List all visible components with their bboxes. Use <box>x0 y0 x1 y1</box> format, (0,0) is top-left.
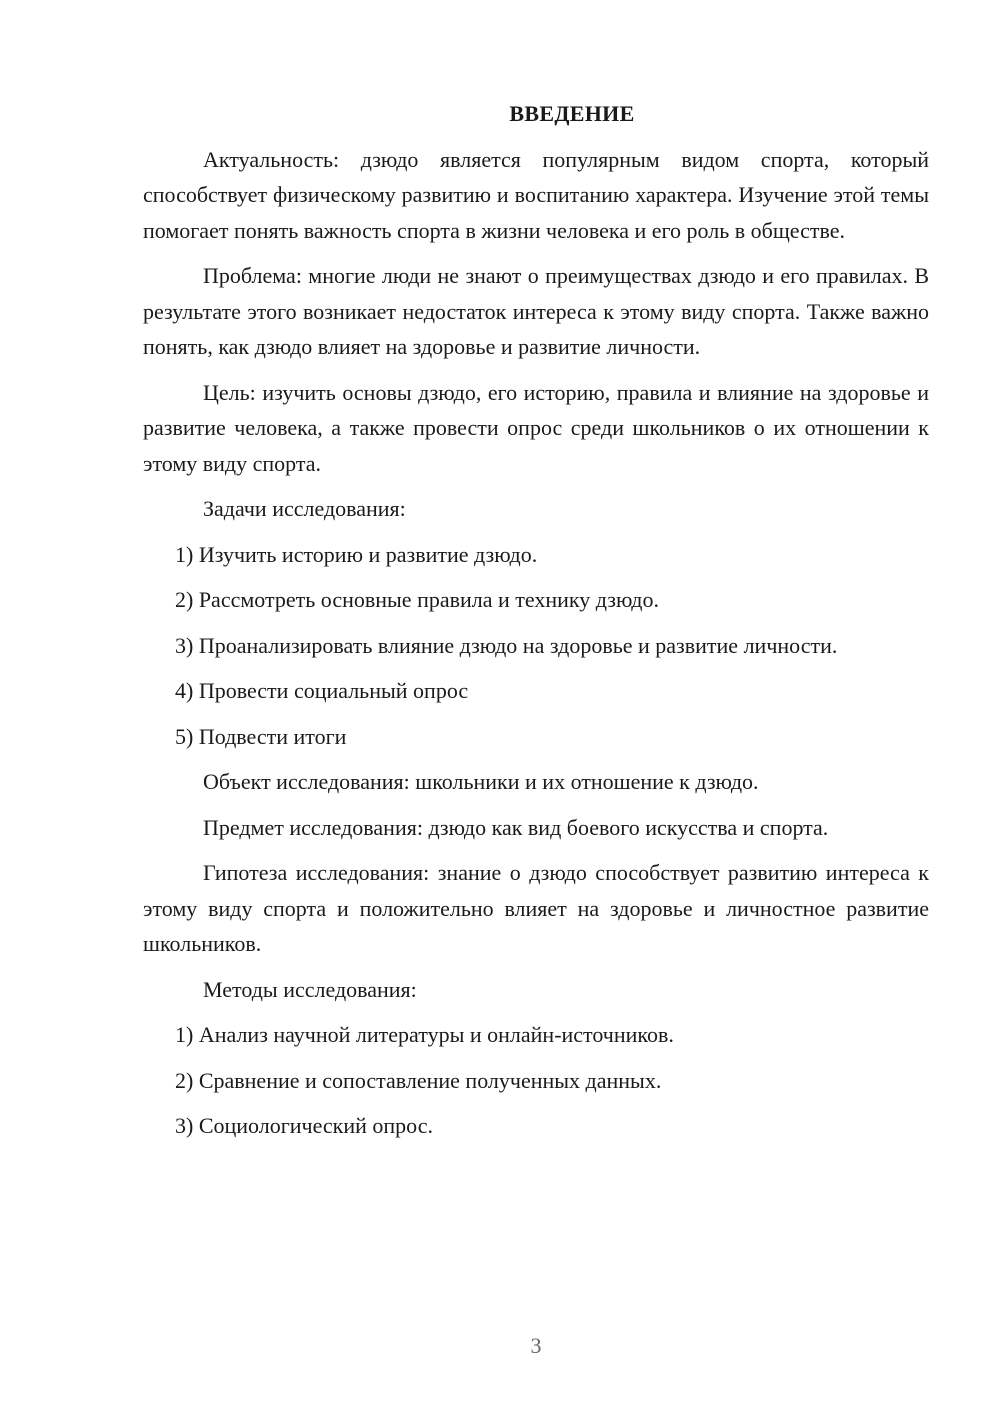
task-item: 5) Подвести итоги <box>175 723 347 749</box>
goal-paragraph: Цель: изучить основы дзюдо, его историю, правила и влияние на здоровье и развитие человека, а также провести опрос среди школьников о их отношении к этому виду спорта. <box>143 379 929 476</box>
tasks-label: Задачи исследования: <box>203 496 406 521</box>
hypothesis-paragraph: Гипотеза исследования: знание о дзюдо способствует развитию интереса к этому виду спорта и положительно влияет на здоровье и личностное развитие школьников. <box>143 860 929 956</box>
methods-label: Методы исследования: <box>203 976 417 1002</box>
method-item: 2) Сравнение и сопоставление полученных данных. <box>175 1067 662 1093</box>
task-item: 2) Рассмотреть основные правила и технику дзюдо. <box>175 587 659 612</box>
page-number: 3 <box>530 1333 542 1358</box>
method-item: 1) Анализ научной литературы и онлайн-источников. <box>175 1022 674 1047</box>
task-item: 1) Изучить историю и развитие дзюдо. <box>175 541 538 567</box>
problem-paragraph: Проблема: многие люди не знают о преимуществах дзюдо и его правилах. В результате этого возникает недостаток интереса к этому виду спорта. Также важно понять, как дзюдо влияет на здоровье и развитие личности. <box>143 263 929 359</box>
object-paragraph: Объект исследования: школьники и их отношение к дзюдо. <box>203 769 759 794</box>
subject-paragraph: Предмет исследования: дзюдо как вид боевого искусства и спорта. <box>203 814 829 840</box>
task-item: 3) Проанализировать влияние дзюдо на здоровье и развитие личности. <box>175 632 838 658</box>
relevance-paragraph: Актуальность: дзюдо является популярным видом спорта, который способствует физическому развитию и воспитанию характера. Изучение этой темы помогает понять важность спорта в жизни человека и его роль в обществе. <box>143 146 929 243</box>
task-item: 4) Провести социальный опрос <box>175 678 469 703</box>
tasks-list <box>143 537 929 755</box>
section-heading: ВВЕДЕНИЕ <box>509 101 635 126</box>
method-item: 3) Социологический опрос. <box>175 1113 433 1138</box>
document-page <box>143 96 929 1154</box>
methods-list <box>143 1017 929 1144</box>
